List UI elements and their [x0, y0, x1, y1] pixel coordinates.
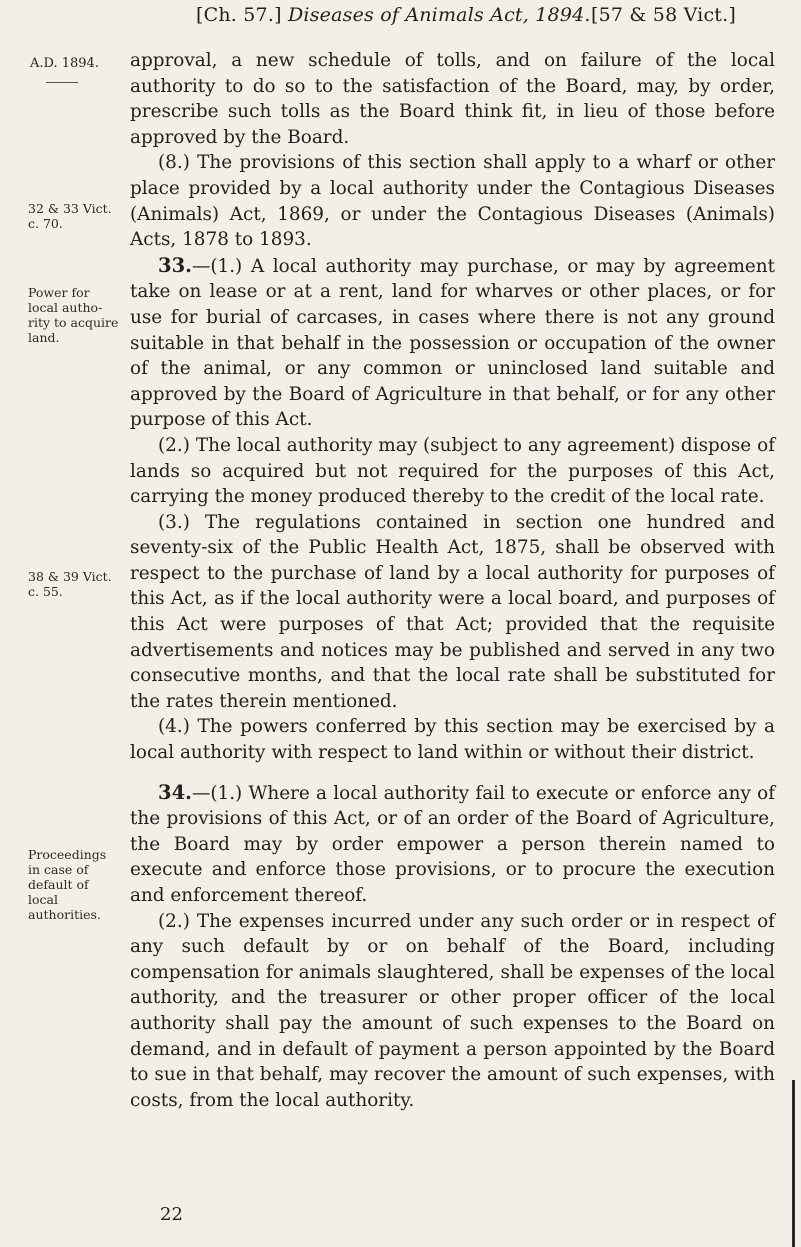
page-number: 22 [160, 1204, 183, 1225]
paragraph-sec32-8: (8.) The provisions of this section shall apply to a wharf or other place provided by a local authority under the Contagious Diseases (Animals) Act, 1869, or under the Contagious Diseases (Animals) Acts, 1878 to 1893. [130, 152, 775, 251]
paragraph-sec34-2: (2.) The expenses incurred under any such order or in respect of any such default by or on behalf of the Board, including compensation for animals slaughtered, shall be expenses of the local authority, and the treasurer or other proper officer of the local authority shall pay the amount of such expenses to the Board on demand, and in default of payment a person appointed by the Board to sue in that behalf, may recover the amount of such expenses, with costs, from the local authority. [130, 910, 775, 1111]
paragraph-sec33-1: 33.—(1.) A local authority may purchase, or may by agreement take on lease or at a rent, land for wharves or other places, or for use for burial of carcases, in cases where there is not any ground suitable in that behalf in the possession or occupation of the owner of the animal, or any common or uninclosed land suitable and approved by the Board of Agriculture in that behalf, or for any other purpose of this Act. [130, 253, 775, 431]
paragraph-continuation: approval, a new schedule of tolls, and on failure of the local authority to do so to the satisfaction of the Board, may, by order, prescribe such tolls as the Board think fit, in lieu of those before approved by the Board. [130, 50, 775, 148]
margin-year-rule [46, 82, 78, 83]
paragraph-sec33-4: (4.) The powers conferred by this section may be exercised by a local authority with respect to land within or without their district. [130, 716, 775, 764]
paragraph-sec33-2: (2.) The local authority may (subject to any agreement) dispose of lands so acquired but not required for the purposes of this Act, carrying the money produced thereby to the credit of the local rate. [130, 434, 775, 508]
margin-year: A.D. 1894. [30, 56, 99, 71]
page-edge-shadow [792, 1080, 795, 1247]
paragraph-sec34-1: 34.—(1.) Where a local authority fail to execute or enforce any of the provisions of this Act, or of an order of the Board of Agriculture, the Board may by order empower a person therein named to execute and enforce those provisions, or to procure the execution and enforcement thereof. [130, 780, 775, 906]
regnal-year: [57 & 58 Vict.] [591, 4, 736, 26]
page-body [130, 48, 775, 1113]
section-number-34: 34. [158, 780, 192, 804]
section-number-33: 33. [158, 253, 192, 277]
margin-note-statute-1869: 32 & 33 Vict. c. 70. [28, 201, 112, 231]
margin-note-power-acquire-land: Power for local authority to acquire land. [28, 285, 119, 345]
paragraph-sec33-3: (3.) The regulations contained in section one hundred and seventy-six of the Public Health Act, 1875, shall be observed with respect to the purchase of land by a local authority for purposes of this Act, as if the local authority were a local board, and purposes of this Act were purposes of that Act; provided that the requisite advertisements and notices may be published and served in any two consecutive months, and that the local rate shall be substituted for the rates therein mentioned. [130, 511, 775, 712]
margin-note-default-proceedings: Proceedings in case of default of local authorities. [28, 847, 107, 922]
chapter-ref: [Ch. 57.] [196, 4, 282, 26]
act-title: Diseases of Animals Act, 1894. [288, 4, 591, 26]
margin-note-statute-1875: 38 & 39 Vict. c. 55. [28, 569, 112, 599]
